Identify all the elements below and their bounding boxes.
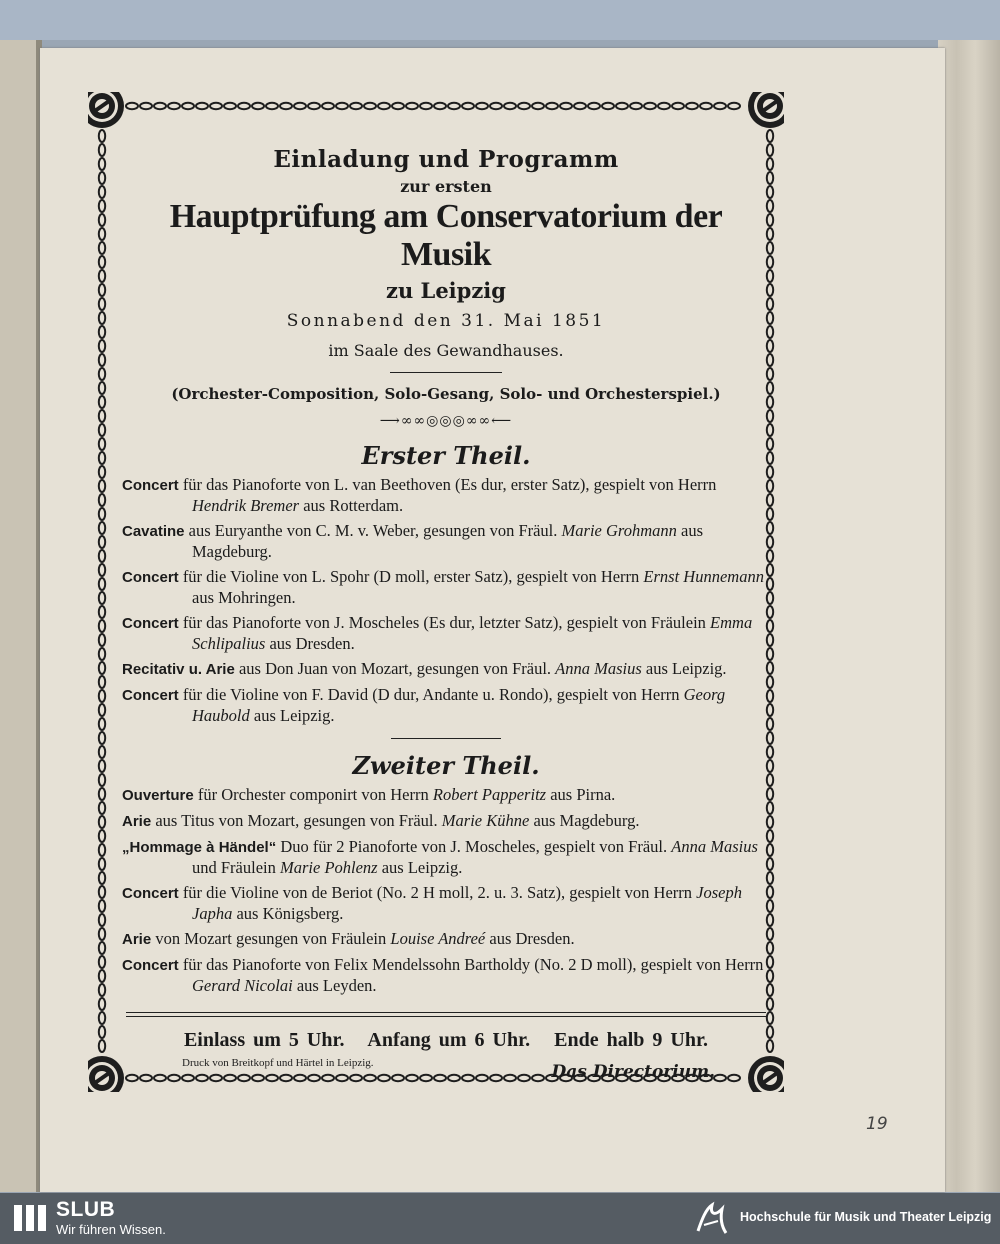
entry-genre: Concert — [122, 477, 179, 494]
program-entry — [122, 811, 770, 832]
entry-genre: Concert — [122, 687, 179, 704]
border-link — [546, 103, 558, 109]
border-link — [518, 103, 530, 109]
entry-text: aus Dresden. — [265, 634, 355, 653]
border-link — [126, 103, 138, 109]
program-entry — [122, 659, 770, 680]
performer-name: Emma Schlipalius — [192, 613, 753, 653]
program-entry — [122, 613, 770, 654]
border-link — [99, 158, 105, 170]
entry-text: aus Rotterdam. — [299, 496, 404, 515]
entry-genre: Concert — [122, 885, 179, 902]
part1-list — [122, 475, 770, 726]
border-link — [99, 592, 105, 604]
border-link — [99, 298, 105, 310]
event-date: Sonnabend den 31. Mai 1851 — [286, 311, 606, 331]
title-city: zu Leipzig — [386, 278, 506, 303]
viewer-footer — [0, 1193, 1000, 1244]
title-invitation: Einladung und Programm — [273, 146, 619, 173]
border-link — [588, 103, 600, 109]
border-link — [99, 928, 105, 940]
border-link — [99, 522, 105, 534]
entry-text: aus Leyden. — [292, 976, 377, 995]
performer-name: Anna Masius — [555, 659, 642, 678]
border-link — [99, 214, 105, 226]
part1-heading: Erster Theil. — [361, 441, 531, 470]
performer-name: Marie Pohlenz — [280, 858, 378, 877]
entry-genre: Concert — [122, 569, 179, 586]
border-link — [99, 830, 105, 842]
border-link — [99, 886, 105, 898]
border-link — [99, 984, 105, 996]
border-link — [196, 103, 208, 109]
border-link — [224, 103, 236, 109]
border-link — [99, 410, 105, 422]
border-link — [700, 103, 712, 109]
border-link — [420, 103, 432, 109]
border-link — [434, 103, 446, 109]
border-link — [99, 1026, 105, 1038]
border-link — [322, 103, 334, 109]
border-link — [308, 103, 320, 109]
performer-name: Hendrik Bremer — [192, 496, 300, 515]
entry-text: für Orchester componirt von Herrn — [193, 785, 433, 804]
border-link — [99, 816, 105, 828]
border-link — [728, 103, 740, 109]
performer-name: Joseph Japha — [192, 883, 742, 923]
corner-rosette — [748, 92, 784, 128]
border-link — [154, 103, 166, 109]
entry-text: für die Violine von F. David (D dur, Andante u. Rondo), gespielt von Herrn — [178, 685, 684, 704]
border-link — [672, 103, 684, 109]
border-link — [99, 690, 105, 702]
entry-genre: Arie — [122, 813, 152, 830]
signature: Das Directorium. — [551, 1062, 715, 1082]
border-link — [99, 760, 105, 772]
entry-text: aus Leipzig. — [377, 858, 463, 877]
border-link — [630, 103, 642, 109]
entry-text: und Fräulein — [192, 858, 280, 877]
hmt-logo-icon[interactable] — [692, 1199, 732, 1239]
border-link — [99, 872, 105, 884]
entry-text: aus Don Juan von Mozart, gesungen von Fräul. — [234, 659, 556, 678]
entry-text: für das Pianoforte von Felix Mendelssohn Bartholdy (No. 2 D moll), gespielt von Herrn — [178, 955, 764, 974]
border-link — [210, 103, 222, 109]
border-link — [99, 914, 105, 926]
border-link — [252, 103, 264, 109]
border-link — [99, 480, 105, 492]
border-link — [99, 774, 105, 786]
border-link — [378, 103, 390, 109]
entry-genre: Concert — [122, 615, 179, 632]
entry-text: für die Violine von de Beriot (No. 2 H moll, 2. u. 3. Satz), gespielt von Herrn — [178, 883, 697, 902]
border-link — [99, 424, 105, 436]
border-link — [574, 103, 586, 109]
border-link — [504, 103, 516, 109]
border-link — [99, 858, 105, 870]
border-link — [99, 676, 105, 688]
border-link — [99, 564, 105, 576]
border-link — [99, 956, 105, 968]
entry-text: aus Dresden. — [485, 929, 575, 948]
border-link — [99, 942, 105, 954]
border-link — [532, 103, 544, 109]
border-link — [99, 368, 105, 380]
border-link — [99, 802, 105, 814]
entry-text: aus Euryanthe von C. M. v. Weber, gesungen von Fräul. — [184, 521, 562, 540]
program-entry — [122, 955, 770, 996]
part2-heading: Zweiter Theil. — [352, 751, 540, 780]
border-link — [392, 103, 404, 109]
border-link — [99, 732, 105, 744]
border-link — [238, 103, 250, 109]
performer-name: Marie Grohmann — [561, 521, 677, 540]
program-entry — [122, 475, 770, 516]
border-link — [99, 1012, 105, 1024]
border-link — [490, 103, 502, 109]
border-link — [99, 536, 105, 548]
border-link — [99, 578, 105, 590]
entry-text: Duo für 2 Pianoforte von J. Moscheles, gespielt von Fräul. — [276, 837, 672, 856]
border-link — [99, 312, 105, 324]
border-link — [280, 103, 292, 109]
border-link — [99, 648, 105, 660]
border-link — [99, 494, 105, 506]
border-link — [99, 284, 105, 296]
library-name[interactable]: SLUB — [56, 1198, 116, 1221]
entry-genre: „Hommage à Händel“ — [122, 839, 277, 856]
entry-text: aus Leipzig. — [641, 659, 727, 678]
program-entry — [122, 685, 770, 726]
performer-name: Louise Andreé — [390, 929, 486, 948]
border-link — [99, 718, 105, 730]
border-link — [462, 103, 474, 109]
divider — [390, 372, 502, 373]
title-zur-ersten: zur ersten — [400, 177, 492, 196]
scan-background — [0, 0, 1000, 40]
border-link — [99, 452, 105, 464]
double-rule — [126, 1012, 766, 1017]
border-link — [266, 103, 278, 109]
border-link — [99, 270, 105, 282]
entry-text: von Mozart gesungen von Fräulein — [151, 929, 391, 948]
program-entry — [122, 929, 770, 950]
border-link — [602, 103, 614, 109]
border-link — [686, 103, 698, 109]
border-link — [99, 340, 105, 352]
entry-text: aus Mohringen. — [192, 588, 296, 607]
entry-text: für das Pianoforte von J. Moscheles (Es dur, letzter Satz), gespielt von Fräulein — [178, 613, 711, 632]
program-subtitle: (Orchester-Composition, Solo-Gesang, Solo- und Orchesterspiel.) — [171, 385, 721, 403]
border-link — [99, 186, 105, 198]
printer-imprint: Druck von Breitkopf und Härtel in Leipzig. — [182, 1057, 374, 1069]
border-link — [99, 172, 105, 184]
border-link — [99, 466, 105, 478]
entry-text: aus Magdeburg. — [529, 811, 640, 830]
part2-list — [122, 785, 770, 996]
border-link — [99, 634, 105, 646]
entry-text: für die Violine von L. Spohr (D moll, erster Satz), gespielt von Herrn — [178, 567, 644, 586]
border-link — [99, 620, 105, 632]
border-link — [99, 508, 105, 520]
border-link — [616, 103, 628, 109]
border-link — [140, 103, 152, 109]
entry-text: aus Pirna. — [546, 785, 616, 804]
event-times: Einlass um 5 Uhr. Anfang um 6 Uhr. Ende halb 9 Uhr. — [183, 1029, 709, 1051]
performer-name: Anna Masius — [671, 837, 758, 856]
border-link — [658, 103, 670, 109]
library-tagline: Wir führen Wissen. — [56, 1222, 166, 1237]
border-link — [99, 704, 105, 716]
program-entry — [122, 521, 770, 562]
entry-text: aus Leipzig. — [249, 706, 335, 725]
performer-name: Marie Kühne — [441, 811, 530, 830]
border-link — [99, 256, 105, 268]
program-entry — [122, 785, 770, 806]
border-link — [99, 242, 105, 254]
page-number: 19 — [866, 1114, 888, 1134]
border-link — [644, 103, 656, 109]
program-content — [122, 140, 770, 1082]
corner-rosette — [88, 1056, 124, 1092]
performer-name: Ernst Hunnemann — [643, 567, 764, 586]
border-link — [336, 103, 348, 109]
entry-text: für das Pianoforte von L. van Beethoven (Es dur, erster Satz), gespielt von Herrn — [178, 475, 717, 494]
border-link — [99, 396, 105, 408]
border-link — [99, 746, 105, 758]
slub-logo-icon[interactable] — [12, 1203, 50, 1233]
program-entry — [122, 883, 770, 924]
title-main: Hauptprüfung am Conservatorium der Musik — [169, 198, 723, 273]
performer-name: Georg Haubold — [192, 685, 726, 725]
border-link — [99, 606, 105, 618]
border-link — [99, 228, 105, 240]
border-link — [99, 130, 105, 142]
entry-genre: Ouverture — [122, 787, 194, 804]
border-link — [168, 103, 180, 109]
program-entry — [122, 837, 770, 878]
border-link — [99, 326, 105, 338]
border-link — [99, 900, 105, 912]
entry-genre: Concert — [122, 957, 179, 974]
partner-institution[interactable]: Hochschule für Musik und Theater Leipzig — [740, 1210, 992, 1224]
entry-text: aus Magdeburg. — [192, 521, 703, 561]
border-link — [714, 103, 726, 109]
event-venue: im Saale des Gewandhauses. — [328, 341, 564, 360]
border-link — [99, 354, 105, 366]
border-link — [99, 200, 105, 212]
left-page-margin — [0, 40, 36, 1192]
entry-genre: Recitativ u. Arie — [122, 661, 235, 678]
entry-genre: Arie — [122, 931, 152, 948]
border-link — [99, 438, 105, 450]
performer-name: Robert Papperitz — [432, 785, 547, 804]
border-link — [350, 103, 362, 109]
border-link — [99, 662, 105, 674]
border-link — [99, 998, 105, 1010]
border-link — [99, 970, 105, 982]
border-link — [406, 103, 418, 109]
border-link — [99, 144, 105, 156]
border-link — [448, 103, 460, 109]
entry-text: aus Titus von Mozart, gesungen von Fräul. — [151, 811, 442, 830]
border-link — [182, 103, 194, 109]
border-link — [364, 103, 376, 109]
border-link — [99, 788, 105, 800]
border-link — [99, 382, 105, 394]
entry-text: aus Königsberg. — [232, 904, 344, 923]
program-entry — [122, 567, 770, 608]
corner-rosette — [88, 92, 124, 128]
border-link — [99, 1040, 105, 1052]
border-link — [476, 103, 488, 109]
divider — [391, 738, 501, 739]
entry-genre: Cavatine — [122, 523, 185, 540]
page-stack-edge — [938, 40, 1000, 1192]
border-link — [560, 103, 572, 109]
border-link — [294, 103, 306, 109]
border-link — [99, 550, 105, 562]
border-link — [99, 844, 105, 856]
performer-name: Gerard Nicolai — [192, 976, 293, 995]
ornament-divider: ⟶∞∞◎◎◎∞∞⟵ — [379, 413, 513, 429]
